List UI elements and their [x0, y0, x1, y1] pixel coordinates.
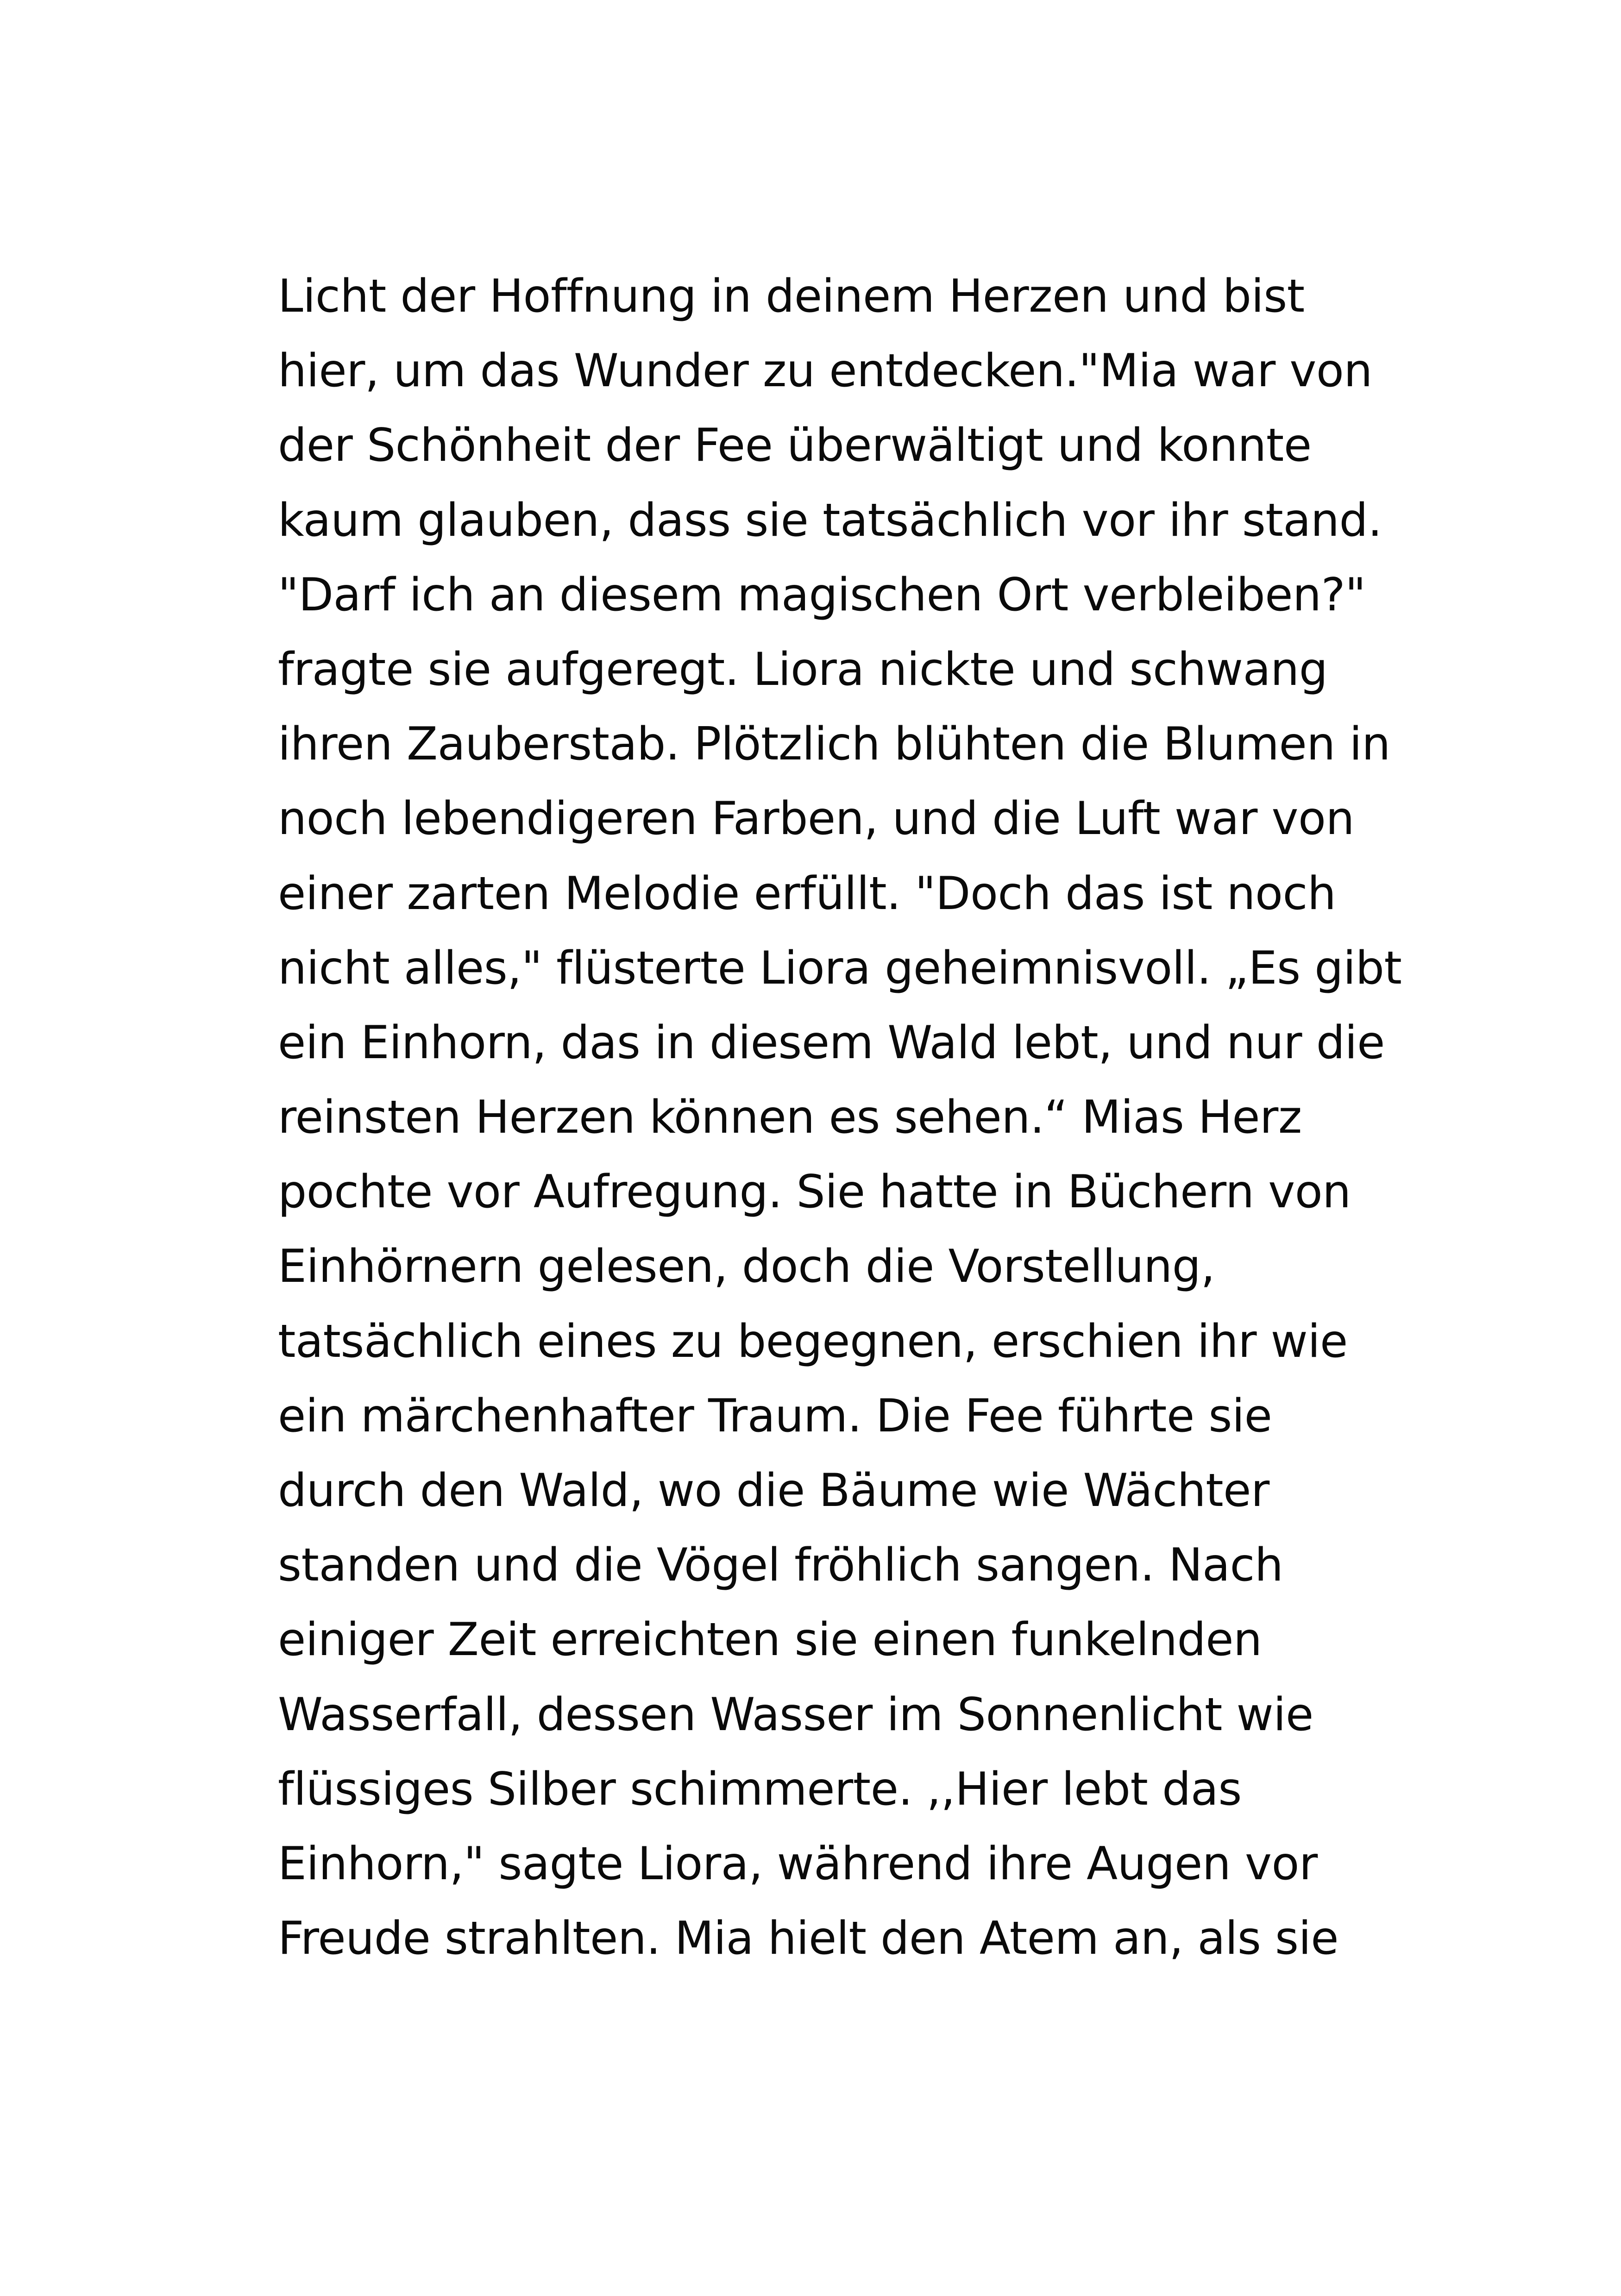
text-line-16: ein märchenhafter Traum. Die Fee führte sie	[278, 1389, 1272, 1443]
text-line-2: hier, um das Wunder zu entdecken."Mia war von	[278, 345, 1372, 398]
text-line-18: standen und die Vögel fröhlich sangen. Nach	[278, 1539, 1283, 1592]
text-line-23: Freude strahlten. Mia hielt den Atem an, als sie	[278, 1912, 1339, 1965]
text-line-21: flüssiges Silber schimmerte. ,,Hier lebt das	[278, 1763, 1242, 1816]
text-line-17: durch den Wald, wo die Bäume wie Wächter	[278, 1464, 1269, 1517]
text-line-9: einer zarten Melodie erfüllt. "Doch das ist noch	[278, 867, 1336, 920]
text-line-4: kaum glauben, dass sie tatsächlich vor ihr stand.	[278, 494, 1382, 547]
text-line-13: pochte vor Aufregung. Sie hatte in Büchern von	[278, 1166, 1351, 1219]
text-line-5: "Darf ich an diesem magischen Ort verbleiben?"	[278, 568, 1366, 621]
text-line-11: ein Einhorn, das in diesem Wald lebt, und nur die	[278, 1016, 1385, 1069]
text-line-20: Wasserfall, dessen Wasser im Sonnenlicht wie	[278, 1688, 1313, 1741]
text-line-3: der Schönheit der Fee überwältigt und konnte	[278, 419, 1312, 472]
text-line-6: fragte sie aufgeregt. Liora nickte und schwang	[278, 643, 1328, 696]
story-text	[278, 259, 1436, 1976]
text-line-15: tatsächlich eines zu begegnen, erschien ihr wie	[278, 1315, 1348, 1368]
text-line-22: Einhorn," sagte Liora, während ihre Augen vor	[278, 1837, 1318, 1890]
text-line-7: ihren Zauberstab. Plötzlich blühten die Blumen in	[278, 718, 1390, 771]
text-line-1: Licht der Hoffnung in deinem Herzen und bist	[278, 270, 1305, 323]
text-line-10: nicht alles," flüsterte Liora geheimnisvoll. „Es gibt	[278, 941, 1402, 995]
text-line-14: Einhörnern gelesen, doch die Vorstellung,	[278, 1240, 1215, 1293]
text-line-19: einiger Zeit erreichten sie einen funkelnden	[278, 1613, 1262, 1667]
text-line-8: noch lebendigeren Farben, und die Luft war von	[278, 792, 1355, 846]
text-line-12: reinsten Herzen können es sehen.“ Mias Herz	[278, 1091, 1302, 1144]
